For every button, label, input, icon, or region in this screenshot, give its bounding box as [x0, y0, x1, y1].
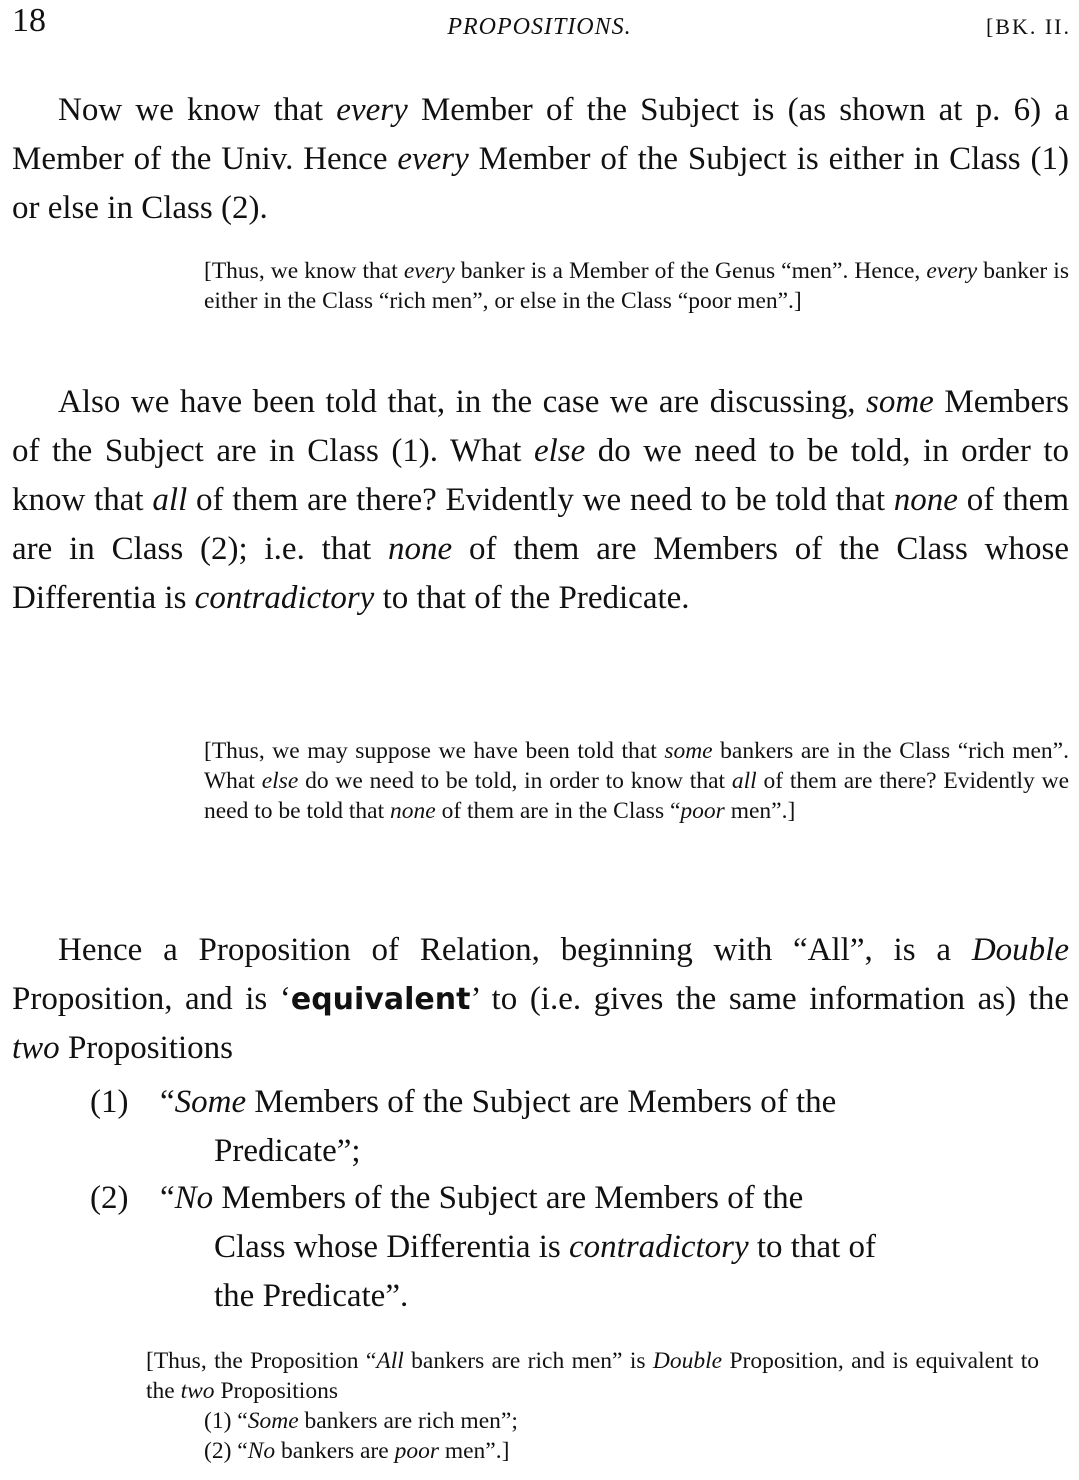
- list-number: (1): [90, 1084, 129, 1120]
- note-list-item-1: (1) “Some bankers are rich men”;: [204, 1408, 518, 1434]
- page-header: [0, 0, 1079, 50]
- list-item-2: (2) “No Members of the Subject are Members of the Class whose Differentia is contradictory to that of the Predicate”.: [90, 1174, 1069, 1321]
- paragraph-every-member: Now we know that every Member of the Subject is (as shown at p. 6) a Member of the Univ. Hence every Member of the Subject is either in Class (1) or else in Class (2).: [12, 92, 1069, 226]
- term-equivalent: equivalent: [290, 982, 471, 1017]
- note-all-bankers: [Thus, the Proposition “All bankers are rich men” is Double Proposition, and is equivalent to the two Propositions (1) “Some bankers are rich men”; (2) “No bankers are poor men”.]: [146, 1348, 1040, 1464]
- note-list-item-2: (2) “No bankers are poor men”.]: [204, 1438, 510, 1464]
- list-item-1: (1) “Some Members of the Subject are Members of the Predicate”;: [90, 1078, 1069, 1176]
- running-title: PROPOSITIONS.: [447, 14, 632, 40]
- page-number: 18: [12, 2, 46, 39]
- list-number: (2): [90, 1180, 129, 1216]
- paragraph-double-proposition: Hence a Proposition of Relation, beginning with “All”, is a Double Proposition, and is ‘equivalent’ to (i.e. gives the same information as) the two Propositions: [12, 932, 1069, 1066]
- book-marker: [BK. II.: [985, 14, 1071, 39]
- paragraph-some-members: Also we have been told that, in the case we are discussing, some Members of the Subject are in Class (1). What else do we need to be told, in order to know that all of them are there? Evidently we need to be told that none of them are in Class (2); i.e. that none of them are Members of the Class whose Differentia is contradictory to that of the Predicate.: [12, 384, 1069, 616]
- note-some-bankers: [Thus, we may suppose we have been told that some bankers are in the Class “rich men”. What else do we need to be told, in order to know that all of them are there? Evidently we need to be told that none of them are in the Class “poor men”.]: [204, 738, 1070, 824]
- note-every-banker: [Thus, we know that every banker is a Member of the Genus “men”. Hence, every banker is either in the Class “rich men”, or else in the Class “poor men”.]: [204, 258, 1069, 314]
